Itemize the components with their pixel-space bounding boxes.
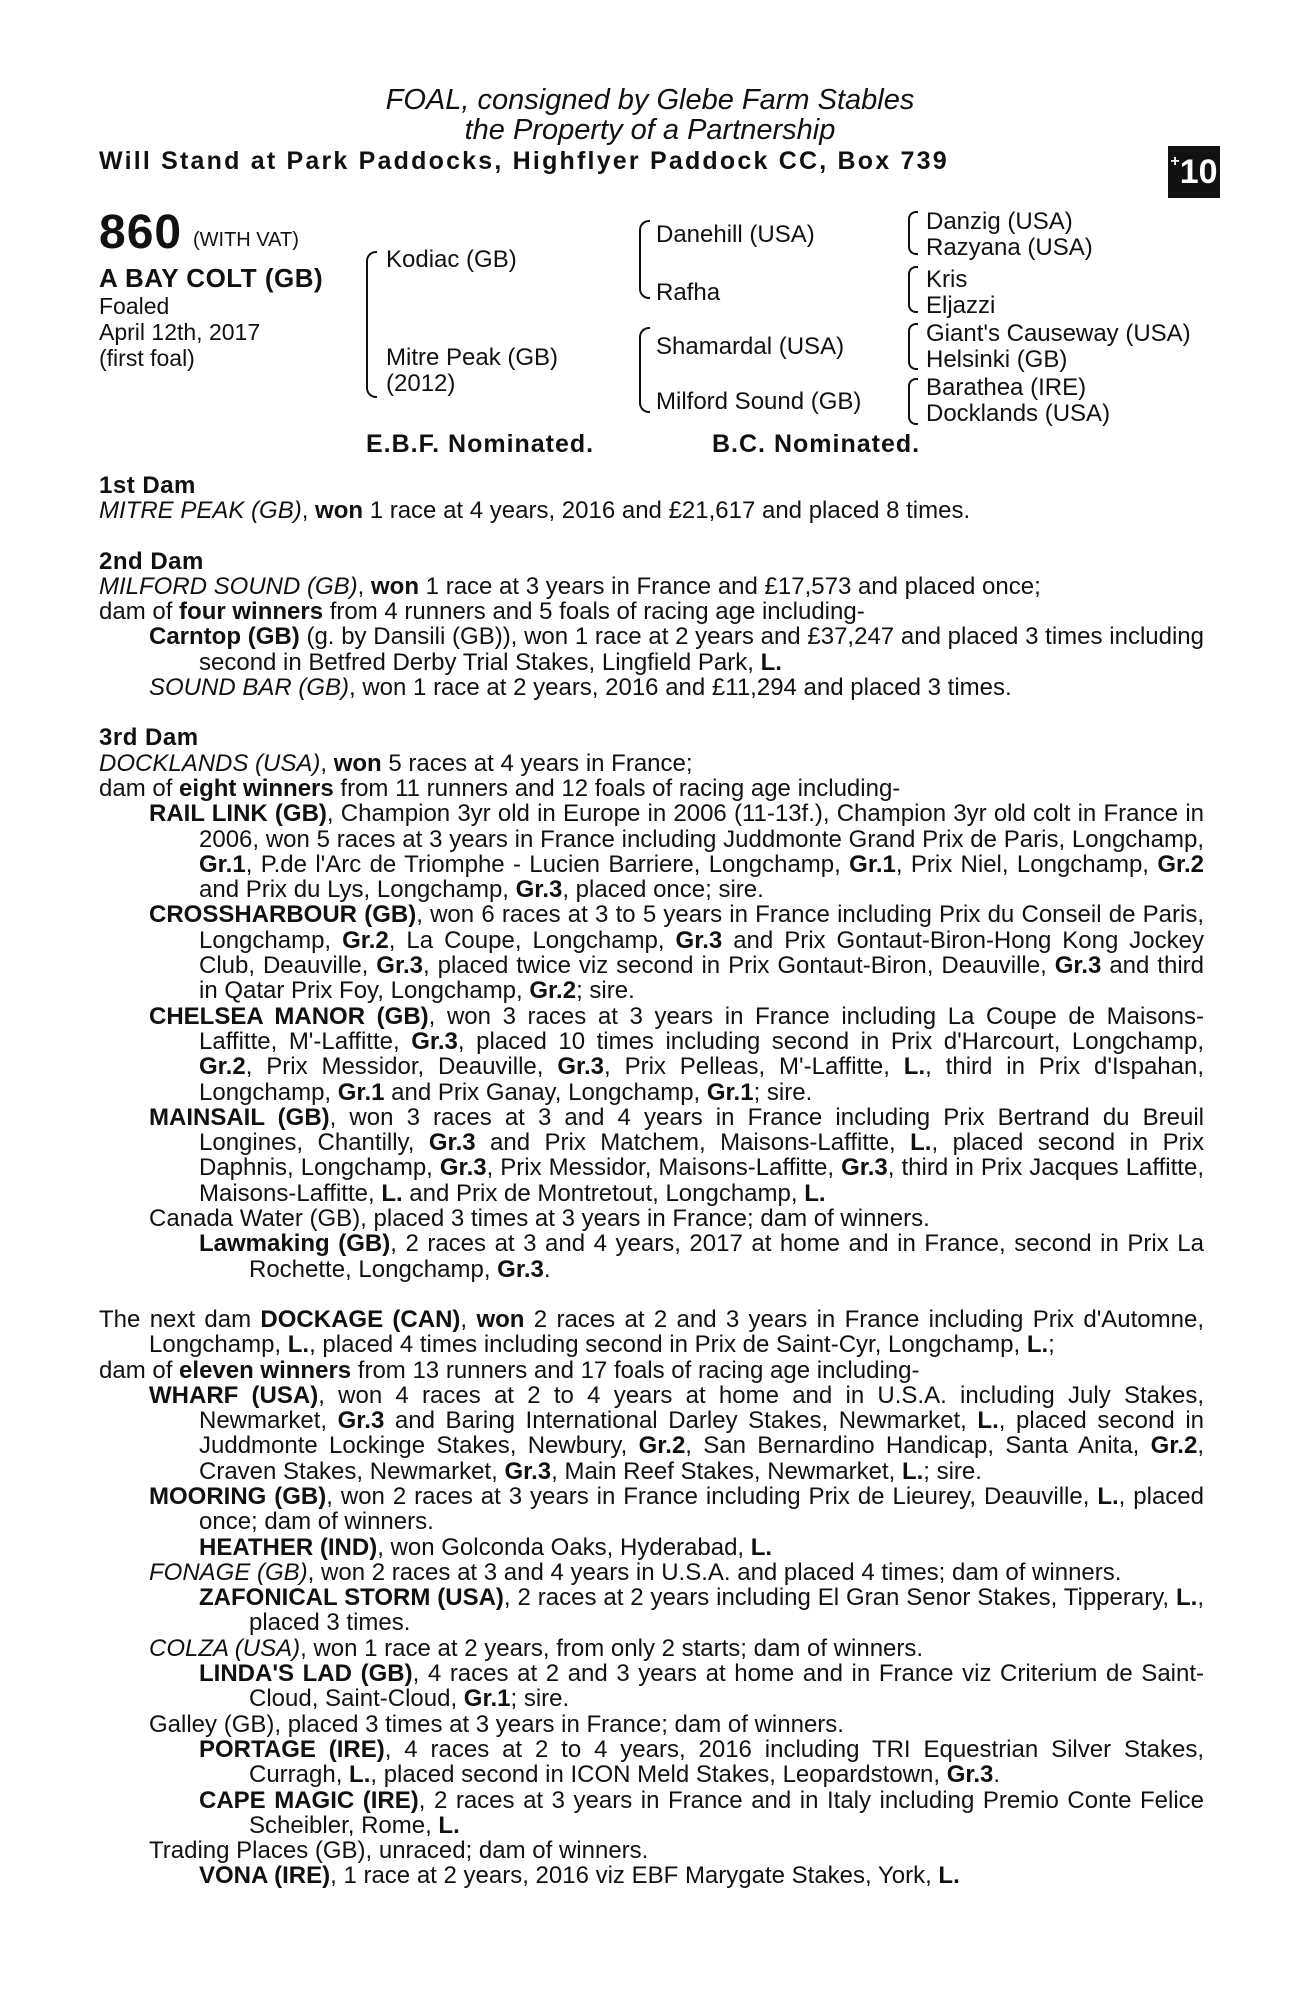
horse-name: RAIL LINK (GB) xyxy=(149,800,327,828)
t: , 4 races at 2 and 3 years at home and in France viz Criterium de Saint-Cloud, Saint-Cloud, xyxy=(249,1660,1205,1713)
produce-wharf xyxy=(99,1383,1204,1484)
produce-sound-bar xyxy=(99,675,1204,700)
consignor-line: FOAL, consigned by Glebe Farm Stables xyxy=(385,84,915,116)
t: , placed 4 times including second in Prix de Saint-Cyr, Longchamp, xyxy=(309,1331,1027,1359)
dam: Mitre Peak (GB) xyxy=(386,344,559,371)
produce-cape-magic xyxy=(99,1788,1204,1839)
dam-sire-dam: Helsinki (GB) xyxy=(926,346,1068,373)
grade: Gr.3 xyxy=(428,1129,476,1157)
sire-dam-sire: Kris xyxy=(926,266,968,293)
t: ; sire. xyxy=(753,1078,813,1106)
grade: L. xyxy=(750,1533,773,1561)
t: , won 6 races at 3 to 5 years in France including Prix du Conseil de Paris, Longchamp, xyxy=(199,901,1204,954)
t: , placed second in ICON Meld Stakes, Leopardstown, xyxy=(370,1761,947,1789)
horse-name: LINDA'S LAD (GB) xyxy=(199,1660,413,1688)
t: and Prix Ganay, Longchamp, xyxy=(384,1078,707,1106)
next-dam-name: DOCKAGE (CAN) xyxy=(260,1305,461,1333)
t: , placed 3 times. xyxy=(249,1584,1204,1637)
dam-sire: Shamardal (USA) xyxy=(656,333,845,360)
t: , third in Prix d'Ispahan, Longchamp, xyxy=(199,1053,1205,1106)
t: . xyxy=(543,1255,551,1283)
t: , San Bernardino Handicap, Santa Anita, xyxy=(685,1432,1151,1460)
next-dam-produce xyxy=(99,1358,1204,1383)
third-dam-name: DOCKLANDS (USA) xyxy=(99,749,321,777)
catalogue-body xyxy=(99,473,1204,1889)
t: , Champion 3yr old in Europe in 2006 (11-13f.), Champion 3yr old colt in France in 2006, won 5 races at 3 years in France including Juddmonte Grand Prix de Paris, Longchamp, xyxy=(199,800,1204,853)
t: , Prix Messidor, Deauville, xyxy=(245,1053,558,1081)
second-dam-record: MILFORD SOUND (GB), won 1 race at 3 years in France and £17,573 and placed once; xyxy=(99,572,1041,600)
t: , won 3 races at 3 years in France including La Coupe de Maisons-Laffitte, M'-Laffitte, xyxy=(199,1002,1205,1055)
grade: Gr.3 xyxy=(557,1053,605,1081)
t: , won 2 races at 3 and 4 years in U.S.A. and placed 4 times; dam of winners. xyxy=(307,1558,1122,1586)
t: and Prix Matchem, Maisons-Laffitte, xyxy=(475,1129,911,1157)
t: ; xyxy=(1048,1331,1055,1359)
t: , placed once; dam of winners. xyxy=(199,1482,1205,1536)
first-dam-record: MITRE PEAK (GB), won 1 race at 4 years, 2016 and £21,617 and placed 8 times. xyxy=(99,497,971,525)
third-dam-text: 5 races at 4 years in France; xyxy=(381,749,693,777)
stand-line: Will Stand at Park Paddocks, Highflyer Paddock CC, Box 739 xyxy=(99,147,949,175)
sire-dam-dam: Eljazzi xyxy=(926,292,996,319)
foal-note: (first foal) xyxy=(99,345,195,371)
second-dam-name: MILFORD SOUND (GB) xyxy=(99,572,358,600)
dam-dam: Milford Sound (GB) xyxy=(656,388,862,415)
horse-name: COLZA (USA) xyxy=(149,1634,301,1662)
grade: Gr.3 xyxy=(504,1457,552,1485)
first-dam-won: won xyxy=(315,497,364,525)
produce-canada-water: Canada Water (GB), placed 3 times at 3 years in France; dam of winners. xyxy=(149,1205,930,1233)
grade: Gr.3 xyxy=(946,1761,994,1789)
t: ; sire. xyxy=(510,1685,570,1713)
horse-name: FONAGE (GB) xyxy=(149,1558,308,1586)
third-dam-produce xyxy=(99,776,1204,801)
horse-record: , won 1 race at 2 years, 2016 and £11,294 and placed 3 times. xyxy=(349,674,1012,702)
grade: L. xyxy=(287,1331,310,1359)
winners-count: eleven winners xyxy=(179,1356,352,1384)
second-dam-text: 1 race at 3 years in France and £17,573 and placed once; xyxy=(419,572,1041,600)
foaled-date: April 12th, 2017 xyxy=(99,319,261,345)
t: and Baring International Darley Stakes, Newmarket, xyxy=(384,1407,978,1435)
horse-name: CHELSEA MANOR (GB) xyxy=(149,1002,429,1030)
dam-dam-dam: Docklands (USA) xyxy=(926,400,1111,427)
horse-name: HEATHER (IND) xyxy=(199,1533,378,1561)
grade: L. xyxy=(1176,1584,1198,1612)
brace-rafha xyxy=(908,266,918,313)
page-number-badge xyxy=(1168,146,1220,198)
grade: Gr.1 xyxy=(337,1078,385,1106)
horse-name: MOORING (GB) xyxy=(149,1482,327,1510)
dam-of: dam of xyxy=(99,598,180,626)
grade: L. xyxy=(804,1179,826,1207)
grade: L. xyxy=(910,1129,932,1157)
vat-note: (WITH VAT) xyxy=(193,229,299,251)
t: and Prix de Montretout, Longchamp, xyxy=(402,1179,805,1207)
grade: Gr.3 xyxy=(515,876,563,904)
t: , placed 10 times including second in Prix d'Harcourt, Longchamp, xyxy=(457,1027,1204,1055)
horse-name: Lawmaking (GB) xyxy=(199,1230,391,1258)
third-dam-won: won xyxy=(333,749,382,777)
t: , third in Prix Jacques Laffitte, Maisons-Laffitte, xyxy=(199,1154,1204,1207)
t: , 4 races at 2 to 4 years, 2016 including TRI Equestrian Silver Stakes, Curragh, xyxy=(249,1735,1205,1789)
horse-name: Carntop (GB) xyxy=(149,623,300,651)
produce-lawmaking xyxy=(99,1231,1204,1282)
produce-crossharbour xyxy=(99,902,1204,1003)
winners-count: four winners xyxy=(179,598,324,626)
produce-chelsea-manor xyxy=(99,1004,1204,1105)
sire-sire: Danehill (USA) xyxy=(656,221,815,248)
t: 2 races at 2 and 3 years in France including Prix d'Automne, Longchamp, xyxy=(149,1305,1205,1359)
dam-of: dam of xyxy=(99,774,180,802)
grade: Gr.1 xyxy=(199,850,246,878)
produce-galley: Galley (GB), placed 3 times at 3 years in France; dam of winners. xyxy=(149,1710,844,1738)
grade: Gr.1 xyxy=(463,1685,511,1713)
t: The next dam xyxy=(99,1305,261,1333)
t: , won 2 races at 3 years in France including Prix de Lieurey, Deauville, xyxy=(326,1482,1098,1510)
grade: L. xyxy=(901,1457,924,1485)
t: , 2 races at 2 years including El Gran Senor Stakes, Tipperary, xyxy=(503,1584,1176,1612)
grade: Gr.3 xyxy=(439,1154,487,1182)
grade: Gr.3 xyxy=(1054,952,1102,980)
grade: L. xyxy=(381,1179,403,1207)
t: , won 1 race at 2 years, from only 2 starts; dam of winners. xyxy=(300,1634,924,1662)
horse-name: ZAFONICAL STORM (USA) xyxy=(199,1584,504,1612)
foaled-label: Foaled xyxy=(99,293,170,319)
t: and Prix du Lys, Longchamp, xyxy=(199,876,516,904)
t: , 2 races at 3 years in France and in Italy including Premio Conte Felice Scheibler, Rome, xyxy=(249,1786,1204,1839)
t: , won 3 races at 3 and 4 years in France including Prix Bertrand du Breuil Longines, Chantilly, xyxy=(199,1103,1204,1157)
first-dam-text: 1 race at 4 years, 2016 and £21,617 and placed 8 times. xyxy=(363,497,971,525)
t: , Prix Niel, Longchamp, xyxy=(895,850,1158,878)
produce-vona xyxy=(99,1863,1204,1888)
produce-portage xyxy=(99,1737,1204,1788)
lot-title: A BAY COLT (GB) xyxy=(99,263,324,293)
grade: Gr.3 xyxy=(497,1255,544,1283)
t: , Main Reef Stakes, Newmarket, xyxy=(551,1457,902,1485)
t: ; sire. xyxy=(576,977,635,1005)
grade: Gr.3 xyxy=(841,1154,888,1182)
third-dam-record: DOCKLANDS (USA), won 5 races at 4 years in France; xyxy=(99,749,693,777)
t: , Prix Pelleas, M'-Laffitte, xyxy=(604,1053,904,1081)
bc-nominated: B.C. Nominated. xyxy=(712,430,921,458)
produce-zafonical-storm xyxy=(99,1585,1204,1636)
produce-carntop xyxy=(99,624,1204,675)
ebf-nominated: E.B.F. Nominated. xyxy=(366,430,595,458)
produce-fonage xyxy=(99,1560,1204,1585)
grade: Gr.2 xyxy=(199,1053,246,1081)
produce-colza xyxy=(99,1636,1204,1661)
grade: Gr.3 xyxy=(675,926,723,954)
grade: L. xyxy=(977,1407,999,1435)
horse-name: SOUND BAR (GB) xyxy=(149,674,350,702)
t: , 2 races at 3 and 4 years, 2017 at home and in France, second in Prix La Rochette, Longchamp, xyxy=(249,1230,1204,1283)
second-dam-won: won xyxy=(371,572,420,600)
t: and third in Qatar Prix Foy, Longchamp, xyxy=(199,952,1204,1005)
dam-line-brace xyxy=(639,327,650,413)
next-dam-record: The next dam DOCKAGE (CAN), won 2 races at 2 and 3 years in France including Prix d'Automne, Longchamp, L., placed 4 times including second in Prix de Saint-Cyr, Longchamp, L.; xyxy=(99,1305,1205,1359)
produce-lindas-lad xyxy=(99,1661,1204,1712)
grade: Gr.2 xyxy=(1157,850,1205,878)
sire-dam: Rafha xyxy=(656,279,721,306)
grade: Gr.2 xyxy=(342,926,389,954)
t: , La Coupe, Longchamp, xyxy=(388,926,676,954)
horse-name: WHARF (USA) xyxy=(149,1381,319,1409)
sire-dam-brace xyxy=(366,251,377,398)
sire-sire-sire: Danzig (USA) xyxy=(926,208,1073,235)
grade: L. xyxy=(1097,1482,1119,1510)
t: ; sire. xyxy=(923,1457,982,1485)
dam-year: (2012) xyxy=(386,370,456,397)
grade: Gr.1 xyxy=(706,1078,754,1106)
t: , placed twice viz second in Prix Gontaut-Biron, Deauville, xyxy=(423,952,1055,980)
horse-name: VONA (IRE) xyxy=(199,1862,331,1890)
grade: L. xyxy=(903,1053,926,1081)
grade: Gr.3 xyxy=(337,1407,385,1435)
produce-mooring xyxy=(99,1484,1204,1535)
produce-trading-places: Trading Places (GB), unraced; dam of winners. xyxy=(149,1837,649,1865)
property-line: the Property of a Partnership xyxy=(464,114,836,146)
dam-of: dam of xyxy=(99,1356,180,1384)
first-dam-heading: 1st Dam xyxy=(99,472,196,499)
third-dam-heading: 3rd Dam xyxy=(99,724,199,752)
t: . xyxy=(993,1761,1001,1789)
horse-record: (g. by Dansili (GB)), won 1 race at 2 years and £37,247 and placed 3 times including second in Betfred Derby Trial Stakes, Lingfield Park, xyxy=(199,623,1204,676)
badge-plus: + xyxy=(1170,153,1180,170)
grade: Gr.3 xyxy=(411,1027,458,1055)
t: , 1 race at 2 years, 2016 viz EBF Marygate Stakes, York, xyxy=(330,1862,939,1890)
horse-name: MAINSAIL (GB) xyxy=(149,1103,330,1131)
first-dam-name: MITRE PEAK (GB) xyxy=(99,497,302,525)
produce-heather xyxy=(99,1535,1204,1560)
sire-sire-dam: Razyana (USA) xyxy=(926,234,1093,261)
t: , placed second in Prix Daphnis, Longchamp, xyxy=(199,1129,1204,1182)
t: and Prix Gontaut-Biron-Hong Kong Jockey Club, Deauville, xyxy=(199,926,1204,980)
grade: Gr.3 xyxy=(376,952,423,980)
winners-count: eight winners xyxy=(179,774,334,802)
grade: L. xyxy=(1026,1331,1049,1359)
grade: L. xyxy=(438,1811,460,1839)
lot-number: 860 xyxy=(99,206,183,259)
t: , P.de l'Arc de Triomphe - Lucien Barriere, Longchamp, xyxy=(245,850,850,878)
t: , Craven Stakes, Newmarket, xyxy=(199,1432,1204,1485)
grade: Gr.1 xyxy=(849,850,896,878)
produce-mainsail xyxy=(99,1105,1204,1206)
produce-rail-link xyxy=(99,801,1204,902)
t: , Prix Messidor, Maisons-Laffitte, xyxy=(486,1154,842,1182)
produce-summary: from 11 runners and 12 foals of racing age including- xyxy=(333,774,901,802)
t: , won 4 races at 2 to 4 years at home and in U.S.A. including July Stakes, Newmarket, xyxy=(199,1381,1204,1435)
brace-danehill xyxy=(908,211,918,255)
t: , placed once; sire. xyxy=(562,876,764,904)
horse-name: CAPE MAGIC (IRE) xyxy=(199,1786,419,1814)
produce-summary: from 4 runners and 5 foals of racing age including- xyxy=(323,598,865,626)
brace-shamardal xyxy=(908,323,918,370)
second-dam-produce xyxy=(99,599,1204,624)
grade: Gr.2 xyxy=(529,977,577,1005)
badge-number: 10 xyxy=(1179,153,1218,191)
grade: Gr.2 xyxy=(638,1432,686,1460)
grade: L. xyxy=(938,1862,960,1890)
horse-name: PORTAGE (IRE) xyxy=(199,1735,385,1763)
second-dam-heading: 2nd Dam xyxy=(99,547,204,575)
next-dam-won: won xyxy=(476,1305,525,1333)
t: , won Golconda Oaks, Hyderabad, xyxy=(377,1533,751,1561)
t: , placed second in Juddmonte Lockinge Stakes, Newbury, xyxy=(199,1407,1204,1460)
dam-dam-sire: Barathea (IRE) xyxy=(926,374,1087,401)
dam-sire-sire: Giant's Causeway (USA) xyxy=(926,320,1191,347)
brace-milford xyxy=(908,378,918,425)
horse-name: CROSSHARBOUR (GB) xyxy=(149,901,417,929)
grade: Gr.2 xyxy=(1150,1432,1198,1460)
grade: L. xyxy=(349,1761,371,1789)
produce-summary: from 13 runners and 17 foals of racing age including- xyxy=(351,1356,920,1384)
sire-line-brace xyxy=(639,220,650,299)
listed-tag: L. xyxy=(760,648,782,676)
sire: Kodiac (GB) xyxy=(386,246,517,273)
